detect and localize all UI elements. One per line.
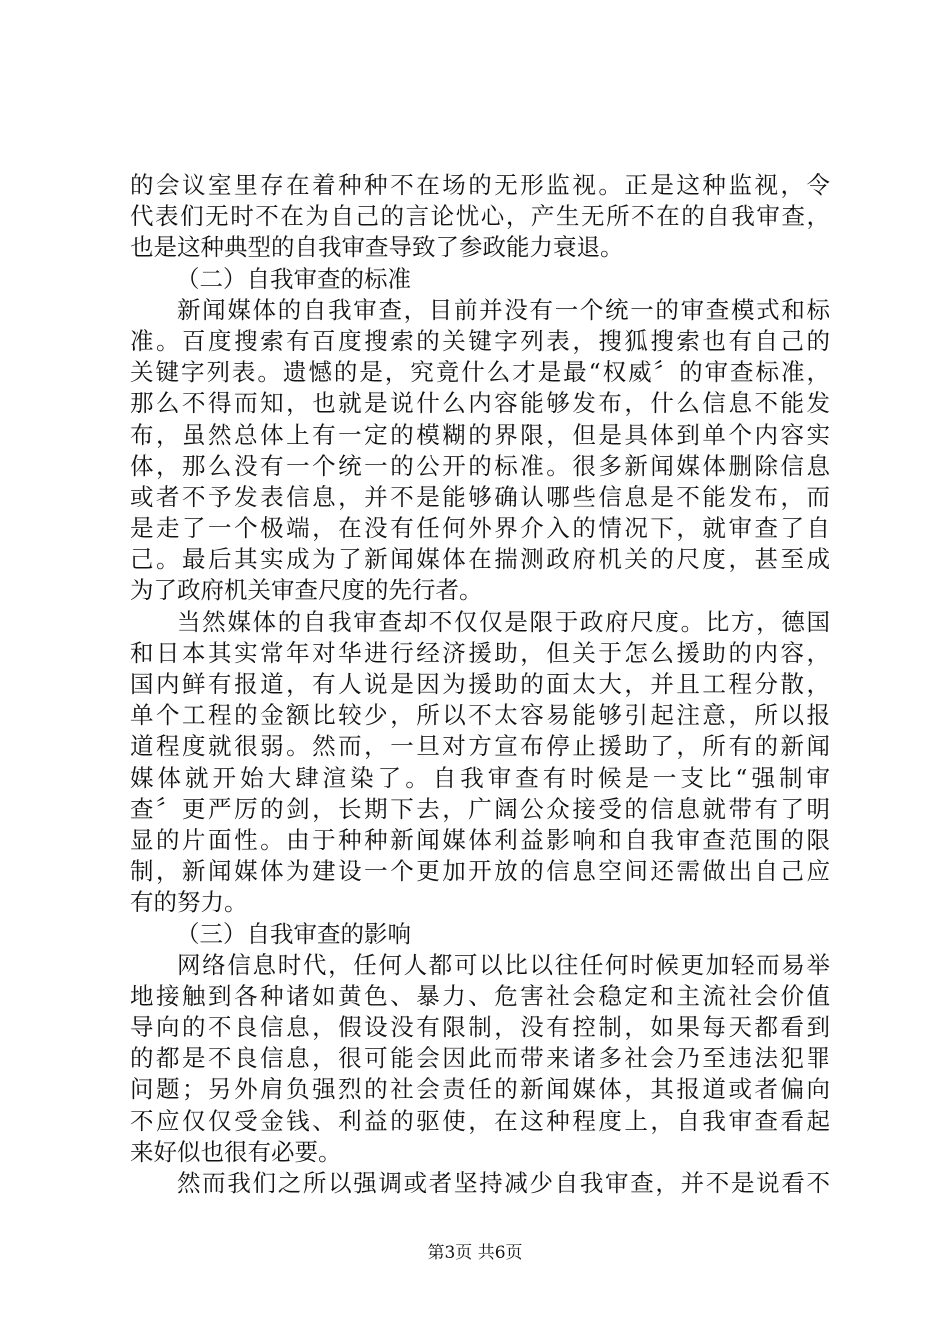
text-line: 国内鲜有报道，有人说是因为援助的面太大，并且工程分散， <box>130 670 830 698</box>
text-line: 不应仅仅受金钱、利益的驱使，在这种程度上，自我审查看起 <box>130 1106 830 1135</box>
text-line: 地接触到各种诸如黄色、暴力、危害社会稳定和主流社会价值 <box>130 981 830 1010</box>
text-line: 为了政府机关审查尺度的先行者。 <box>130 576 483 605</box>
text-line: 是走了一个极端，在没有任何外界介入的情况下，就审查了自 <box>130 514 830 543</box>
text-line: 关键字列表。遗憾的是，究竟什么才是最“权威〞的审查标准， <box>130 358 830 387</box>
text-line: 或者不予发表信息，并不是能够确认哪些信息是不能发布，而 <box>130 482 830 511</box>
text-line: 来好似也很有必要。 <box>130 1137 342 1166</box>
section-heading: （三）自我审查的影响 <box>176 919 411 948</box>
text-line: 制，新闻媒体为建设一个更加开放的信息空间还需做出自己应 <box>130 857 830 886</box>
text-line: 布，虽然总体上有一定的模糊的界限，但是具体到单个内容实 <box>130 420 830 449</box>
text-line: 准。百度搜索有百度搜索的关键字列表，搜狐搜索也有自己的 <box>130 326 830 355</box>
document-body <box>130 170 830 1199</box>
section-heading: （二）自我审查的标准 <box>176 264 411 293</box>
text-line: 道程度就很弱。然而，一旦对方宣布停止援助了，所有的新闻 <box>130 732 830 761</box>
text-line: 的都是不良信息，很可能会因此而带来诸多社会乃至违法犯罪 <box>130 1044 830 1073</box>
page-number-footer: 第3页 共6页 <box>427 1243 523 1263</box>
text-line: 媒体就开始大肆渲染了。自我审查有时候是一支比“强制审 <box>130 763 830 792</box>
text-line: 显的片面性。由于种种新闻媒体利益影响和自我审查范围的限 <box>130 825 830 854</box>
text-line: 那么不得而知，也就是说什么内容能够发布，什么信息不能发 <box>130 389 830 418</box>
paragraph-first-line: 然而我们之所以强调或者坚持减少自我审查，并不是说看不 <box>177 1169 830 1197</box>
text-line: 体，那么没有一个统一的公开的标准。很多新闻媒体删除信息 <box>130 451 830 480</box>
text-line: 代表们无时不在为自己的言论忧心，产生无所不在的自我审查， <box>130 202 830 231</box>
paragraph-first-line: 新闻媒体的自我审查，目前并没有一个统一的审查模式和标 <box>177 295 830 324</box>
text-line: 问题；另外肩负强烈的社会责任的新闻媒体，其报道或者偏向 <box>130 1075 830 1104</box>
text-line: 己。最后其实成为了新闻媒体在揣测政府机关的尺度，甚至成 <box>130 545 830 574</box>
text-line: 和日本其实常年对华进行经济援助，但关于怎么援助的内容， <box>130 638 830 667</box>
text-line: 也是这种典型的自我审查导致了参政能力衰退。 <box>130 233 624 262</box>
paragraph-first-line: 当然媒体的自我审查却不仅仅是限于政府尺度。比方，德国 <box>177 607 830 636</box>
text-line: 有的努力。 <box>130 888 248 917</box>
paragraph-first-line: 网络信息时代，任何人都可以比以往任何时候更加轻而易举 <box>177 950 830 979</box>
text-line: 单个工程的金额比较少，所以不太容易能够引起注意，所以报 <box>130 701 830 730</box>
text-line: 的会议室里存在着种种不在场的无形监视。正是这种监视，令 <box>130 171 830 199</box>
text-line: 查〞更严厉的剑，长期下去，广阔公众接受的信息就带有了明 <box>130 794 830 823</box>
text-line: 导向的不良信息，假设没有限制，没有控制，如果每天都看到 <box>130 1013 830 1042</box>
